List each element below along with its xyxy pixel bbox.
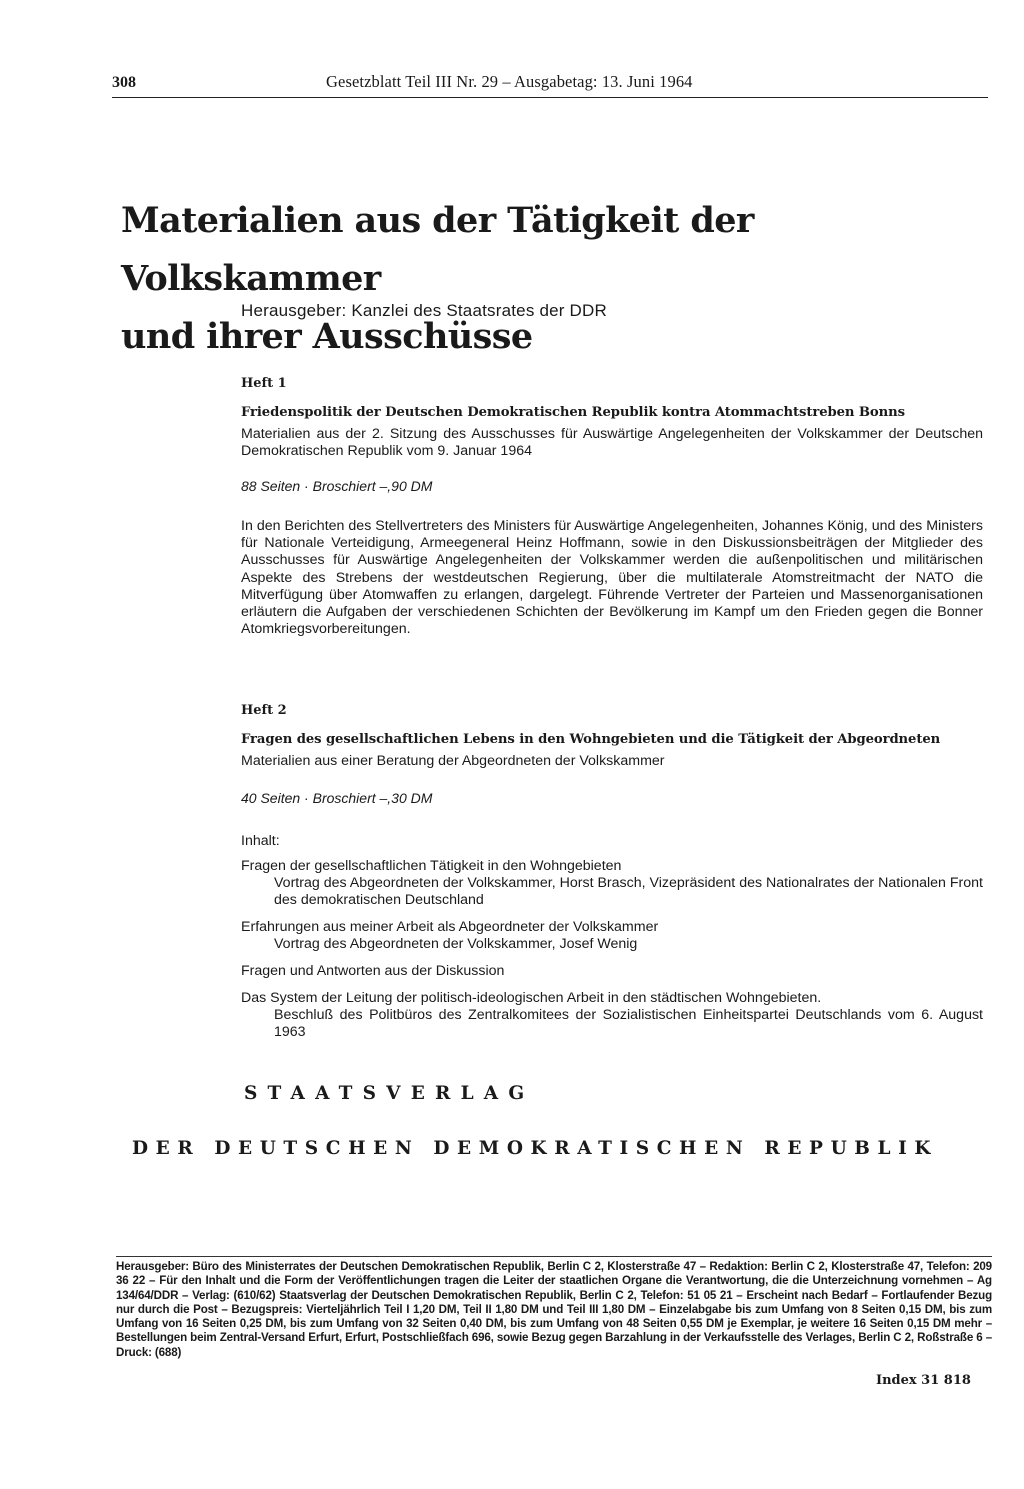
contents-item-detail: Beschluß des Politbüros des Zentralkomitees der Sozialistischen Einheitspartei Deutschlands vom 6. August 1963 xyxy=(274,1007,983,1040)
subtitle: Herausgeber: Kanzlei des Staatsrates der DDR xyxy=(241,301,607,320)
page-number: 308 xyxy=(112,74,136,91)
section-description: Materialien aus der 2. Sitzung des Ausschusses für Auswärtige Angelegenheiten der Volkskammer der Deutschen Demokratischen Republik vom 9. Januar 1964 xyxy=(241,426,983,459)
section-title: Friedenspolitik der Deutschen Demokratischen Republik kontra Atommachtstreben Bonns xyxy=(241,405,905,420)
contents-item-detail: Vortrag des Abgeordneten der Volkskammer, Josef Wenig xyxy=(274,936,638,952)
heft-label: Heft 1 xyxy=(241,376,287,391)
publisher-line-2: DER DEUTSCHEN DEMOKRATISCHEN REPUBLIK xyxy=(132,1138,939,1159)
title-line-1: Materialien aus der Tätigkeit der Volkskammer xyxy=(121,200,754,299)
pricing: 88 Seiten · Broschiert –,90 DM xyxy=(241,478,433,494)
page-title xyxy=(121,192,991,366)
title-line-2: und ihrer Ausschüsse xyxy=(121,316,533,357)
pricing: 40 Seiten · Broschiert –,30 DM xyxy=(241,790,433,806)
footer-rule xyxy=(116,1256,992,1257)
contents-item-title: Fragen der gesellschaftlichen Tätigkeit in den Wohngebieten xyxy=(241,858,622,874)
section-title: Fragen des gesellschaftlichen Lebens in den Wohngebieten und die Tätigkeit der Abgeordneten xyxy=(241,732,941,747)
publisher-line-1: STAATSVERLAG xyxy=(244,1083,535,1104)
running-head: Gesetzblatt Teil III Nr. 29 – Ausgabetag: 13. Juni 1964 xyxy=(326,72,693,91)
contents-item xyxy=(241,858,983,909)
heft-label: Heft 2 xyxy=(241,703,287,718)
page-header xyxy=(112,72,990,100)
contents-item xyxy=(241,963,983,980)
contents-item-title: Das System der Leitung der politisch-ideologischen Arbeit in den städtischen Wohngebieten. xyxy=(241,990,822,1006)
contents-item xyxy=(241,990,983,1041)
section-description: Materialien aus einer Beratung der Abgeordneten der Volkskammer xyxy=(241,753,665,769)
section-body: In den Berichten des Stellvertreters des Ministers für Auswärtige Angelegenheiten, Johannes König, und des Ministers für Nationale Verteidigung, Armeegeneral Heinz Hoffmann, sowie in den Diskussionsbeiträgen der Mitglieder des Ausschusses für Auswärtige Angelegenheiten der Volkskammer werden die außenpolitischen und militärischen Aspekte des Strebens der westdeutschen Regierung, über die multilaterale Atomstreitmacht der NATO die Mitverfügung über Atomwaffen zu erlangen, dargelegt. Führende Vertreter der Parteien und Massenorganisationen erläutern die Aufgaben der verschiedenen Schichten der Bevölkerung im Kampf um den Frieden gegen die Bonner Atomkriegsvorbereitungen. xyxy=(241,518,983,638)
index-number: Index 31 818 xyxy=(870,1373,971,1388)
imprint: Herausgeber: Büro des Ministerrates der Deutschen Demokratischen Republik, Berlin C 2, Klosterstraße 47 – Redaktion: Berlin C 2, Klosterstraße 47, Telefon: 209 36 22 – Für den Inhalt und die Form der Veröffentlichungen tragen die Leiter der staatlichen Organe die Verantwortung, die die Unterzeichnung vornehmen – Ag 134/64/DDR – Verlag: (610/62) Staatsverlag der Deutschen Demokratischen Republik, Berlin C 2, Telefon: 51 05 21 – Erscheint nach Bedarf – Fortlaufender Bezug nur durch die Post – Bezugspreis: Vierteljährlich Teil I 1,20 DM, Teil II 1,80 DM und Teil III 1,80 DM – Einzelabgabe bis zum Umfang von 8 Seiten 0,15 DM, bis zum Umfang von 16 Seiten 0,25 DM, bis zum Umfang von 32 Seiten 0,40 DM, bis zum Umfang von 48 Seiten 0,55 DM je Exemplar, je weitere 16 Seiten 0,15 DM mehr – Bestellungen beim Zentral-Versand Erfurt, Erfurt, Postschließfach 696, sowie Bezug gegen Barzahlung in der Verkaufsstelle des Verlages, Berlin C 2, Roßstraße 6 – Druck: (688) xyxy=(116,1260,992,1359)
section-heft-1 xyxy=(241,376,983,638)
contents-item-title: Fragen und Antworten aus der Diskussion xyxy=(241,963,505,979)
contents-list xyxy=(241,858,983,1041)
contents-item xyxy=(241,919,983,953)
section-heft-2 xyxy=(241,703,983,1041)
contents-item-detail: Vortrag des Abgeordneten der Volkskammer, Horst Brasch, Vizepräsident des Nationalrates der Nationalen Front des demokratischen Deutschland xyxy=(274,875,983,908)
contents-item-title: Erfahrungen aus meiner Arbeit als Abgeordneter der Volkskammer xyxy=(241,919,659,935)
header-rule xyxy=(112,97,988,98)
contents-label: Inhalt: xyxy=(241,833,280,849)
